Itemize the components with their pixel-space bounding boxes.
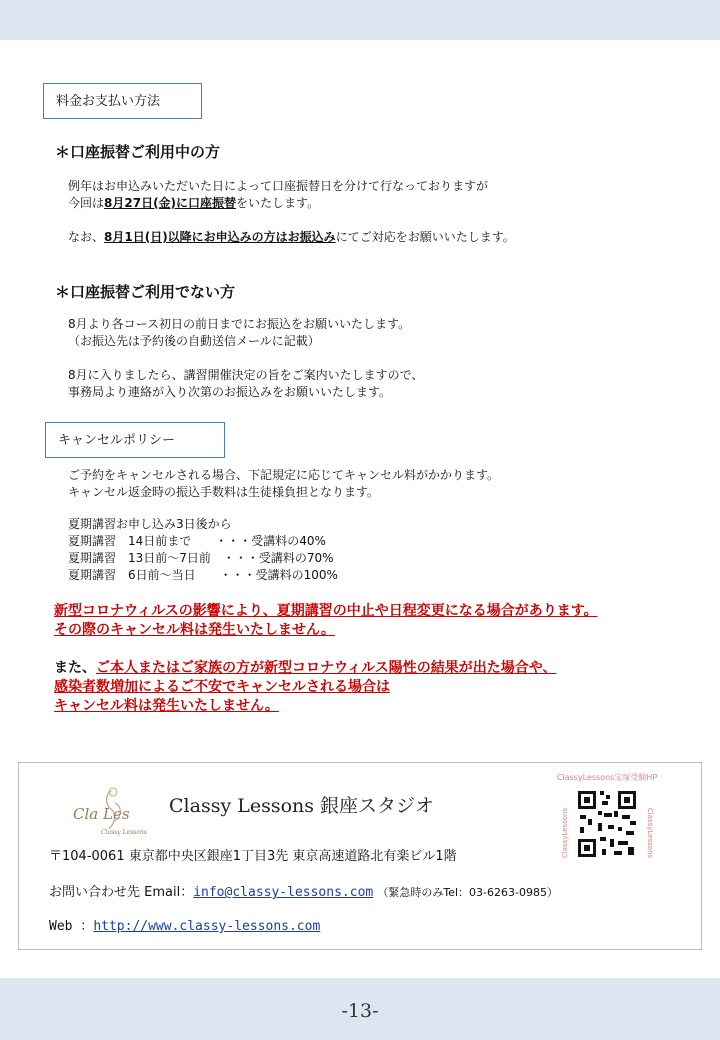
transfer-line-2 (68, 195, 319, 212)
corona-notice-positive: ご本人またはご家族の方が新型コロナウィルス陽性の結果が出た場合や、 (96, 660, 557, 676)
studio-name: Classy Lessons 銀座スタジオ (169, 795, 435, 817)
transfer-line-3 (68, 229, 515, 246)
contact-line (49, 881, 558, 900)
transfer-line-3-post: にてご対応をお願いいたします。 (335, 230, 515, 244)
non-transfer-users-title: ＊口座振替ご利用でない方 (55, 283, 236, 301)
corona-notice-also: また、 (54, 660, 96, 676)
cancel-policy-heading-text: キャンセルポリシー (58, 433, 176, 448)
web-line (49, 915, 320, 934)
svg-text:ClassyLessons宝塚受験HP: ClassyLessons宝塚受験HP (556, 773, 658, 782)
header-band (0, 0, 720, 40)
non-transfer-line-4: 事務局より連絡が入り次第のお振込みをお願いいたします。 (68, 385, 392, 399)
cancel-line-1: ご予約をキャンセルされる場合、下記規定に応じてキャンセル料がかかります。 (68, 468, 500, 482)
non-transfer-line-1: 8月より各コース初日の前日までにお振込をお願いいたします。 (68, 317, 411, 331)
page-number: -13- (341, 1000, 379, 1022)
website-link[interactable]: http://www.classy-lessons.com (93, 919, 321, 934)
corona-notice-line-5: キャンセル料は発生いたしません。 (54, 698, 279, 714)
svg-text:ClassyLessons: ClassyLessons (646, 807, 654, 859)
contact-label: お問い合わせ先 Email： (49, 885, 194, 900)
qr-code[interactable] (552, 773, 662, 881)
schedule-row: 夏期講習お申し込み3日後から (68, 517, 232, 531)
payment-method-heading (43, 83, 202, 119)
svg-text:ClassyLessons: ClassyLessons (561, 807, 569, 859)
email-link[interactable]: info@classy-lessons.com (193, 885, 374, 900)
transfer-line-3-pre: なお、 (68, 230, 105, 244)
corona-notice-line-2: その際のキャンセル料は発生いたしません。 (54, 622, 335, 638)
transfer-date-emphasis: 8月27日(金)に口座振替 (104, 196, 237, 210)
transfer-line-2-pre: 今回は (68, 196, 105, 210)
schedule-row: 夏期講習 14日前まで ・・・受講料の40% (68, 534, 326, 548)
cancel-line-2: キャンセル返金時の振込手数料は生徒様負担となります。 (68, 485, 380, 499)
studio-contact-box (18, 762, 702, 950)
cancel-policy-heading (45, 422, 225, 458)
corona-notice-line-1: 新型コロナウィルスの影響により、夏期講習の中止や日程変更になる場合があります。 (54, 603, 598, 619)
transfer-line-2-post: をいたします。 (236, 196, 320, 210)
corona-notice-line-3 (54, 659, 556, 677)
emergency-tel: （緊急時のみTel：03-6263-0985） (377, 886, 558, 899)
late-application-emphasis: 8月1日(日)以降にお申込みの方はお振込み (104, 230, 336, 244)
svg-text:Cla Les: Cla Les (73, 805, 130, 823)
non-transfer-line-2: （お振込先は予約後の自動送信メールに記載） (68, 334, 320, 348)
payment-method-heading-text: 料金お支払い方法 (56, 94, 161, 109)
schedule-row: 夏期講習 6日前～当日 ・・・受講料の100% (68, 568, 338, 582)
transfer-users-title: ＊口座振替ご利用中の方 (55, 143, 221, 161)
classy-lessons-logo (71, 783, 155, 839)
corona-notice-line-4: 感染者数増加によるご不安でキャンセルされる場合は (54, 679, 390, 695)
non-transfer-line-3: 8月に入りましたら、講習開催決定の旨をご案内いたしますので、 (68, 368, 424, 382)
studio-address: 〒104-0061 東京都中央区銀座1丁目3先 東京高速道路北有楽ビル1階 (49, 849, 457, 864)
web-label: Web ： (49, 919, 94, 934)
svg-text:Classy Lessons: Classy Lessons (101, 829, 147, 836)
transfer-line-1: 例年はお申込みいただいた日によって口座振替日を分けて行なっておりますが (68, 179, 489, 193)
schedule-row: 夏期講習 13日前～7日前 ・・・受講料の70% (68, 551, 334, 565)
